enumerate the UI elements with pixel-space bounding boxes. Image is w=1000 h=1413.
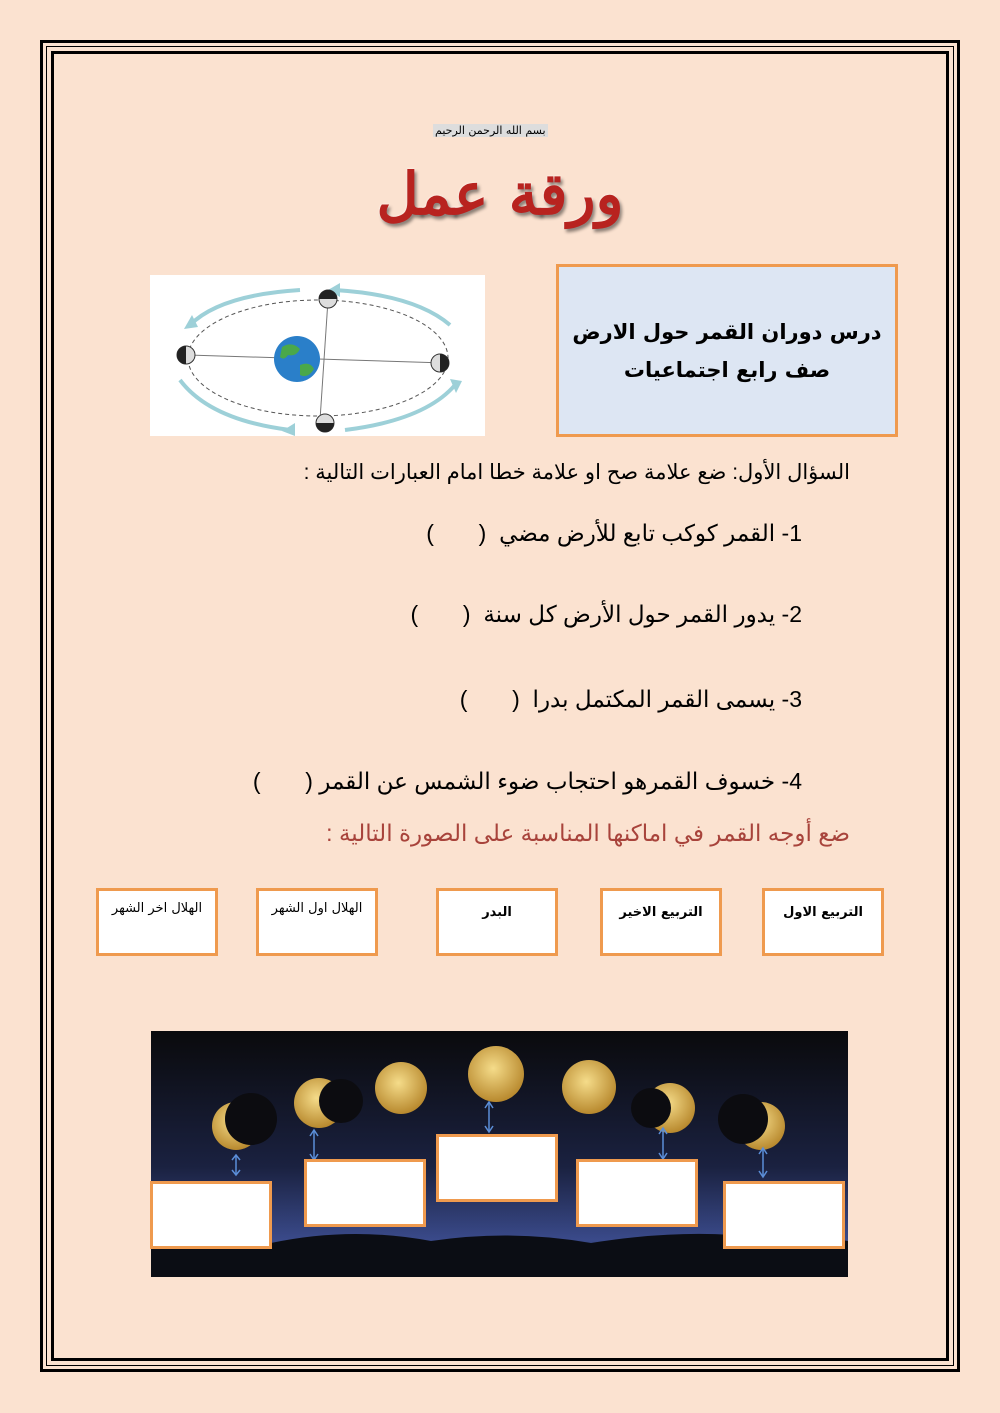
answer-box-crescent-start[interactable] xyxy=(723,1181,845,1249)
question-two-heading: ضع أوجه القمر في اماكنها المناسبة على الصورة التالية : xyxy=(326,820,850,846)
answer-box-full-moon[interactable] xyxy=(436,1134,558,1202)
statement-2: 2- يدور القمر حول الأرض كل سنة ( ) xyxy=(410,601,802,627)
class-subject: صف رابع اجتماعيات xyxy=(623,357,831,382)
moon-orbit-illustration xyxy=(150,275,485,436)
answer-box-first-quarter[interactable] xyxy=(576,1159,698,1227)
answer-box-last-quarter[interactable] xyxy=(304,1159,426,1227)
label-last-quarter[interactable]: التربيع الاخير xyxy=(600,888,722,956)
question-one-heading: السؤال الأول: ضع علامة صح او علامة خطا امام العبارات التالية : xyxy=(303,461,850,484)
basmala: بسم الله الرحمن الرحيم xyxy=(435,124,546,137)
label-crescent-month-end[interactable]: الهلال اخر الشهر xyxy=(96,888,218,956)
label-crescent-month-start[interactable]: الهلال اول الشهر xyxy=(256,888,378,956)
label-first-quarter[interactable]: التربيع الاول xyxy=(762,888,884,956)
lesson-info-box xyxy=(556,264,898,437)
answer-box-crescent-end[interactable] xyxy=(150,1181,272,1249)
statement-4: 4- خسوف القمرهو احتجاب ضوء الشمس عن القمر ( ) xyxy=(252,768,802,794)
label-full-moon[interactable]: البدر xyxy=(436,888,558,956)
worksheet-title: ورقة عمل xyxy=(376,160,624,228)
lesson-title: درس دوران القمر حول الارض xyxy=(572,319,882,344)
statement-3: 3- يسمى القمر المكتمل بدرا ( ) xyxy=(459,686,802,712)
statement-1: 1- القمر كوكب تابع للأرض مضي ( ) xyxy=(426,520,802,546)
